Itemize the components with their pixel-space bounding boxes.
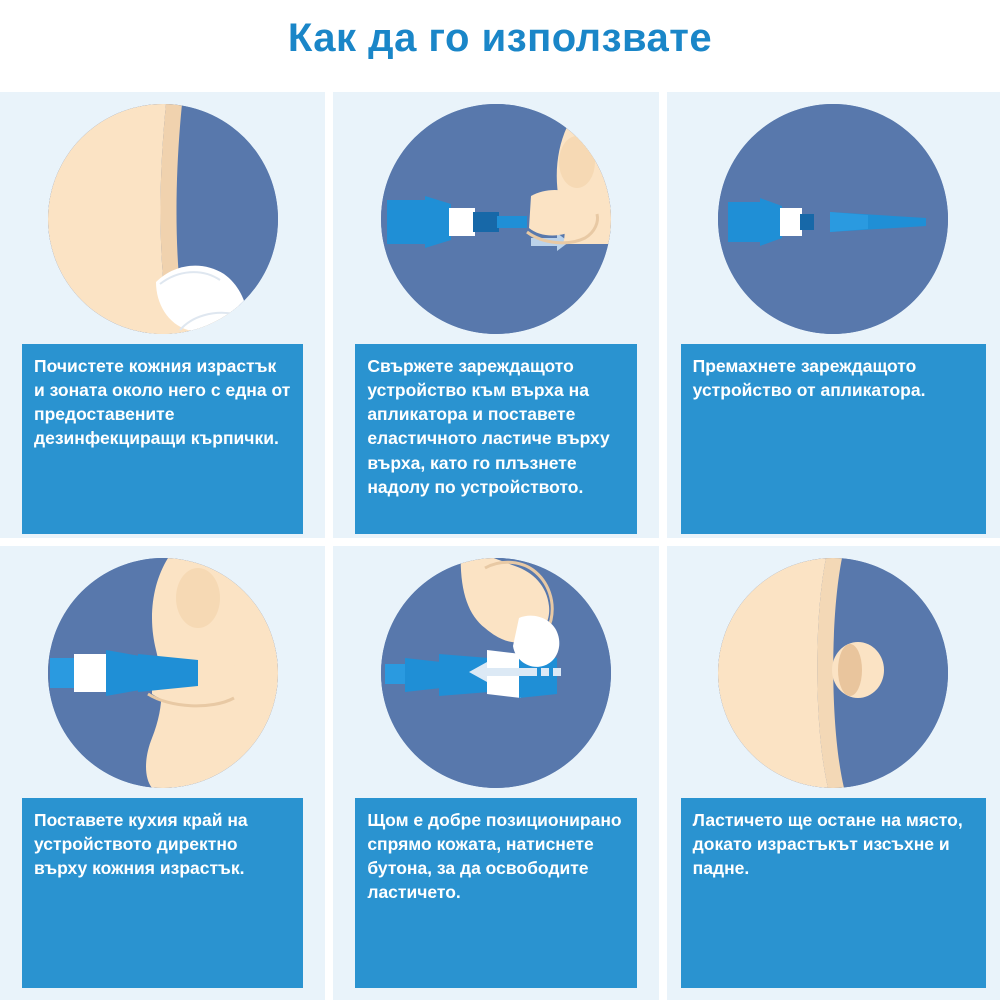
- step-illustration-5: [333, 546, 658, 792]
- step-illustration-1: [0, 92, 325, 338]
- step-caption-3: Премахнете зареждащото устройство от апликатора.: [681, 344, 986, 534]
- step-panel-2: [333, 92, 666, 546]
- step-illustration-3: [667, 92, 1000, 338]
- step-caption-4: Поставете кухия край на устройството директно върху кожния израстък.: [22, 798, 303, 988]
- step-panel-4: [0, 546, 333, 1000]
- attach-loading-device-icon: [381, 104, 611, 334]
- remove-loading-device-icon: [718, 104, 948, 334]
- step-panel-1: [0, 92, 333, 546]
- step-illustration-4: [0, 546, 325, 792]
- step-panel-3: [667, 92, 1000, 546]
- step-caption-1: Почистете кожния израстък и зоната около него с една от предоставените дезинфекциращи кърпички.: [22, 344, 303, 534]
- cleaning-wipe-icon: [48, 104, 278, 334]
- step-panel-6: [667, 546, 1000, 1000]
- step-caption-6: Ластичето ще остане на място, докато израстъкът изсъхне и падне.: [681, 798, 986, 988]
- step-illustration-6: [667, 546, 1000, 792]
- step-caption-2: Свържете зареждащото устройство към върха на апликатора и поставете еластичното ластиче върху върха, като го плъзнете надолу по устройството.: [355, 344, 636, 534]
- steps-grid: [0, 92, 1000, 1000]
- step-caption-5: Щом е добре позиционирано спрямо кожата, натиснете бутона, за да освободите ластичето.: [355, 798, 636, 988]
- band-in-place-icon: [718, 558, 948, 788]
- step-panel-5: [333, 546, 666, 1000]
- page-title: Как да го използвате: [287, 16, 713, 60]
- step-illustration-2: [333, 92, 658, 338]
- place-applicator-icon: [48, 558, 278, 788]
- press-button-icon: [381, 558, 611, 788]
